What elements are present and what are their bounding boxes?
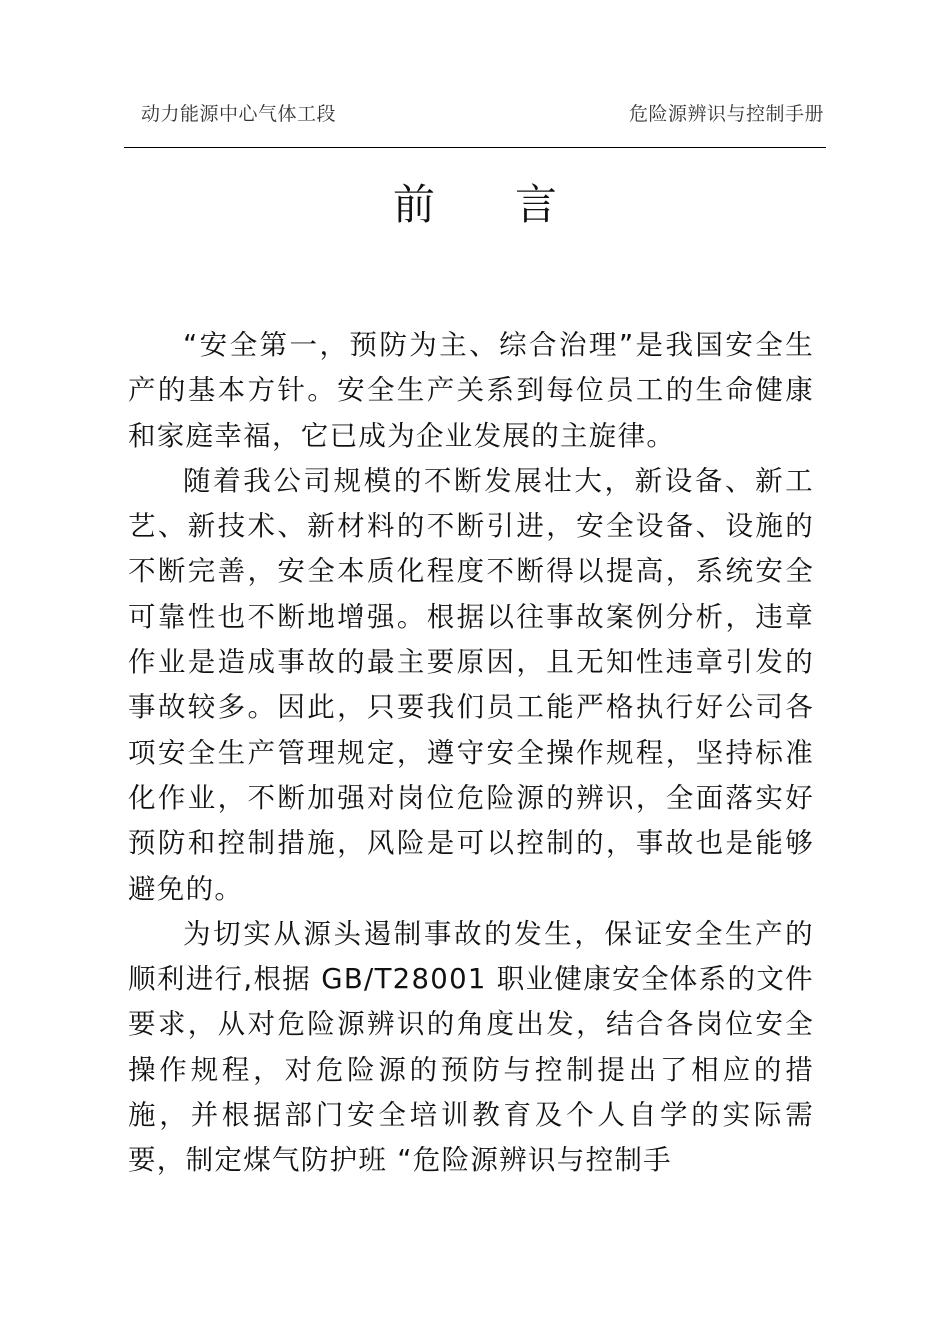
paragraph-3: 为切实从源头遏制事故的发生，保证安全生产的顺利进行,根据 GB/T28001 职业健康安全体系的文件要求，从对危险源辨识的角度出发，结合各岗位安全操作规程，对危险源的预防与控制提出了相应的措施，并根据部门安全培训教育及个人自学的实际需要，制定煤气防护班 “危险源辨识与控制手 [128, 917, 814, 1177]
running-header-left: 动力能源中心气体工段 [141, 103, 337, 125]
header-divider [124, 147, 826, 148]
running-header-right: 危险源辨识与控制手册 [628, 103, 824, 125]
page-title-char-1: 前 [392, 180, 435, 229]
page-title [0, 175, 950, 235]
paragraph-1: “安全第一，预防为主、综合治理”是我国安全生产的基本方针。安全生产关系到每位员工的生命健康和家庭幸福，它已成为企业发展的主旋律。 [128, 329, 814, 452]
page-title-char-2: 言 [515, 180, 558, 229]
paragraph-2: 随着我公司规模的不断发展壮大，新设备、新工艺、新技术、新材料的不断引进，安全设备、设施的不断完善，安全本质化程度不断得以提高，系统安全可靠性也不断地增强。根据以往事故案例分析，违章作业是造成事故的最主要原因，且无知性违章引发的事故较多。因此，只要我们员工能严格执行好公司各项安全生产管理规定，遵守安全操作规程，坚持标准化作业，不断加强对岗位危险源的辨识，全面落实好预防和控制措施，风险是可以控制的，事故也是能够避免的。 [128, 464, 814, 905]
preface-body [128, 323, 814, 1184]
